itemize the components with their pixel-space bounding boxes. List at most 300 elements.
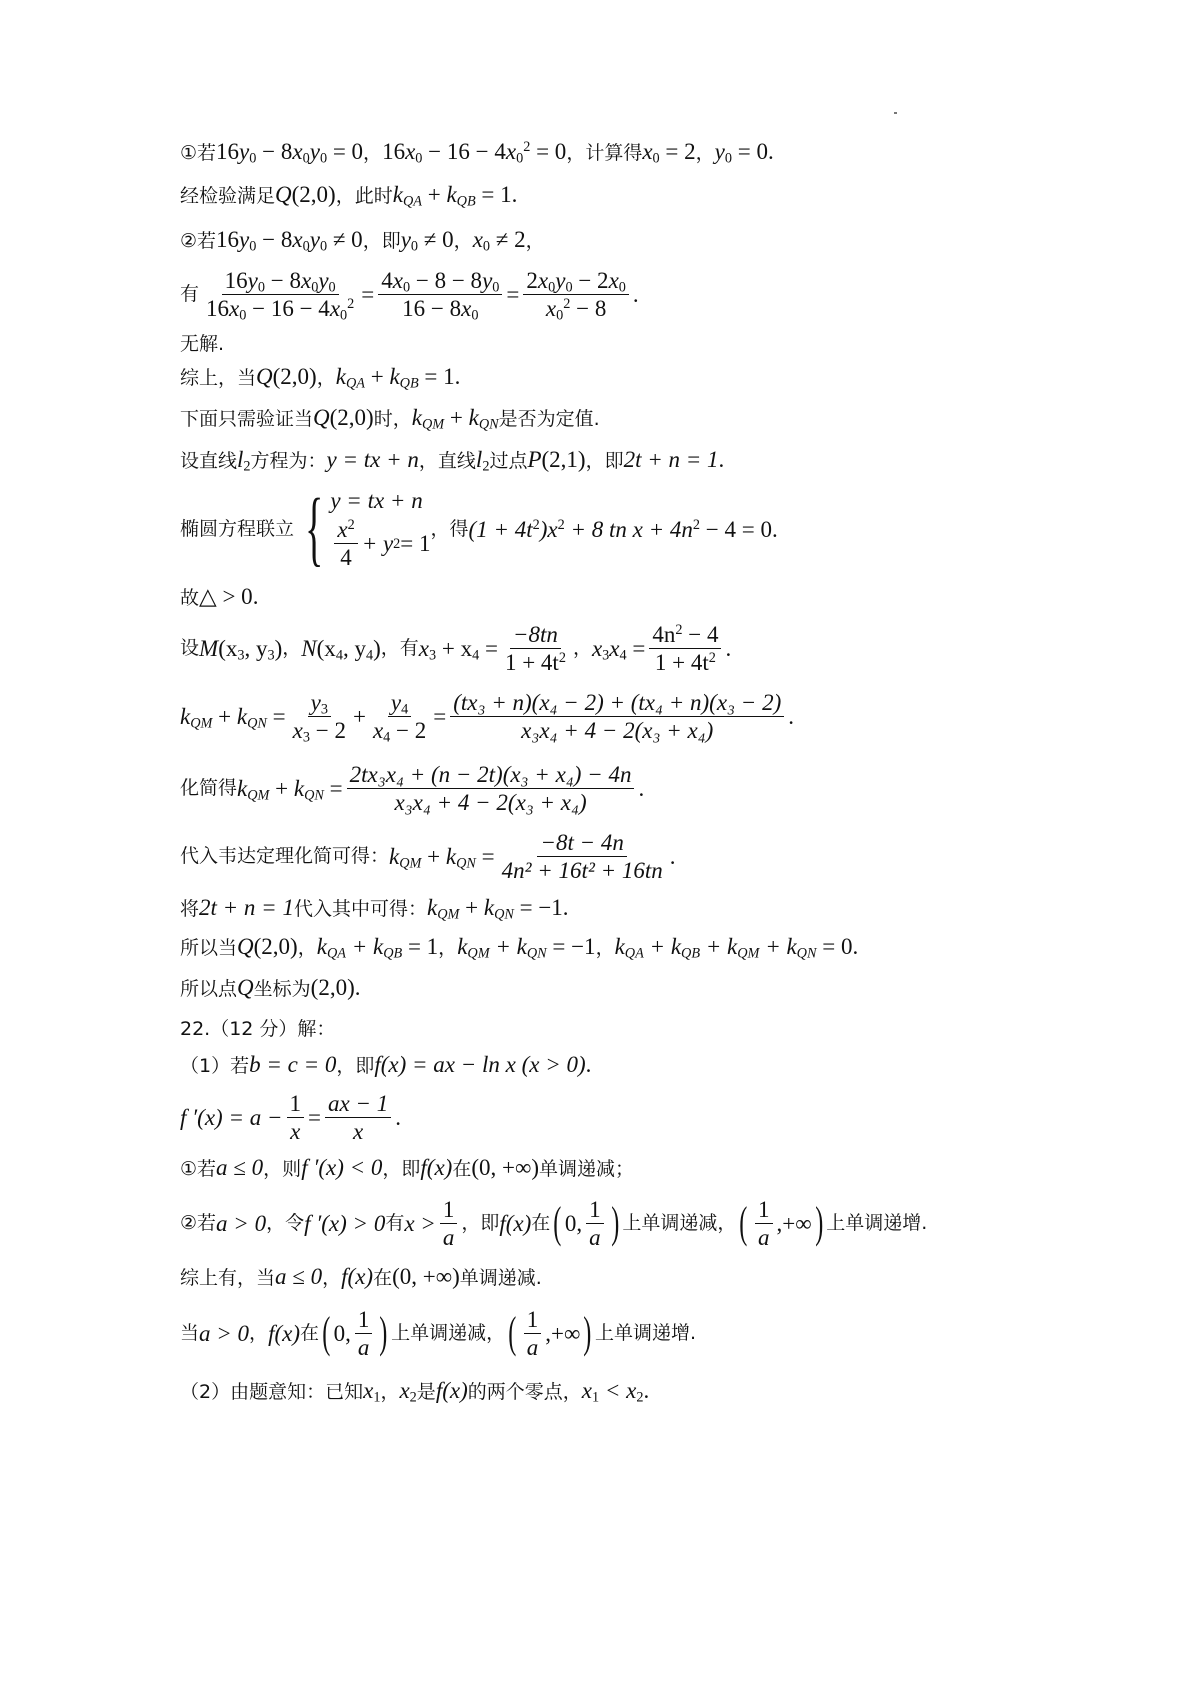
text: 上单调递增. [826,1211,928,1234]
var: x [581,1378,592,1403]
var: y [309,227,320,252]
paren-left: ( [322,1308,331,1357]
math: = 1 [400,531,431,556]
sub: 0 [415,150,423,167]
math: , y [244,635,268,661]
sub: 2 [482,458,490,475]
var: x [337,517,348,542]
text: ， [572,636,592,659]
fraction [523,267,629,324]
fraction [325,1092,391,1143]
math: . [768,139,774,164]
var: x [608,267,619,293]
sub: 0 [402,279,411,296]
math: = [626,635,646,661]
sub: QN [247,715,267,732]
text: 上单调递减， [622,1211,737,1234]
math: 16 − 8 [402,295,462,321]
sub: 0 [471,307,479,324]
line-25 [180,1376,649,1407]
var: x [505,139,517,164]
fraction [450,691,784,742]
sub: QM [467,945,490,962]
math: = −1. [513,895,569,920]
var: Q [237,934,254,959]
sup: 2 [563,295,571,312]
sub: 3 [302,729,310,746]
text: 上单调递减， [391,1321,506,1344]
math: + k [700,934,738,959]
text: ②若 [180,230,217,252]
line-4 [180,262,639,326]
text: ， [525,230,545,252]
sup: 2 [675,621,683,638]
sub: 0 [482,238,491,255]
var: k [180,703,191,729]
var: y [318,267,329,293]
text: 时， [373,408,412,430]
var: x [300,267,312,293]
var: y [247,267,258,293]
sub: QN [796,945,817,962]
line-12 [180,684,794,748]
sub: QN [526,945,547,962]
sup: 2 [347,295,355,312]
fraction [755,1198,773,1249]
var: x [290,1118,301,1144]
line-22 [180,1192,927,1254]
math: . [643,1378,650,1403]
sub: QM [247,787,270,804]
var: x [609,635,620,661]
line-20 [180,1087,401,1147]
math: ≠ 0 [418,227,454,252]
var: k [446,182,457,207]
math: = [308,1104,321,1130]
text: ②若 [180,1211,217,1234]
math: . [669,843,676,869]
fraction [203,267,357,324]
math: − 2 [390,717,427,743]
math: = [361,281,375,307]
math: x₃x₄ + 4 − 2(x₃ + x₄) [394,789,587,815]
math: (1 + 4t [468,516,533,542]
sub: 4 [335,647,343,664]
math: − 4 [682,621,719,647]
var: y [309,139,320,164]
text: 方程为： [250,450,327,472]
math: 1 [524,1308,542,1334]
math: x₃x₄ + 4 − 2(x₃ + x₄) [521,717,714,743]
text: ，即 [585,450,624,472]
var: k [316,934,327,959]
sub: 0 [302,238,310,255]
text: 单调递减. [459,1267,542,1289]
sub: 0 [565,279,573,296]
section-heading: 22.（12 分）解： [180,1018,336,1040]
var: x [229,295,240,321]
math: + y [361,531,394,556]
sub: QN [456,855,476,872]
math: a > 0 [199,1320,250,1346]
sub: 0 [410,238,419,255]
text: ，计算得 [566,142,643,164]
math: (x [218,635,238,661]
math: 1 [355,1308,373,1334]
math: )x [539,516,558,542]
math: + [269,775,294,801]
math: . [632,281,639,307]
text: 化简得 [180,776,238,799]
text: 在 [531,1211,551,1234]
math: (2,0) [329,405,374,430]
var: Q [256,364,273,389]
math: − 4 = 0 [700,516,772,542]
paren-left: ( [739,1198,748,1247]
fraction [440,1198,458,1249]
sub: 3 [267,647,275,664]
line-9 [180,483,778,575]
math: −8t − 4n [540,829,624,855]
line-24 [180,1302,696,1364]
line-18 [180,1013,335,1044]
var: a [526,1334,539,1360]
sub: 0 [724,150,733,167]
sub: QB [383,945,403,962]
brace-icon: { [305,482,324,575]
math: ≠ 0 [327,227,363,252]
var: l [475,447,483,472]
math: = 0 [816,934,853,959]
math: (2,0) [310,975,355,1000]
math: 0, [333,1320,351,1346]
var: x [292,717,303,743]
math: ax − 1 [327,1090,389,1116]
fraction [524,1308,542,1359]
var: x [545,295,557,321]
text: 椭圆方程联立 [180,517,295,540]
text: 坐标为 [253,978,311,1000]
var: l [237,447,244,472]
var: k [236,703,248,729]
var: x [472,227,483,252]
math: = 1 [402,934,439,959]
math: f ′(x) > 0 [304,1210,386,1236]
math: 16 [224,267,248,293]
math: 1 [586,1198,604,1224]
sub: QM [190,715,213,732]
text: 综上，当 [180,367,257,389]
text: 故 [180,587,200,609]
text: 是否为定值. [498,408,600,430]
sub: 0 [328,279,336,296]
text: ①若 [180,142,217,164]
line-2 [180,180,517,211]
fraction [370,689,429,746]
var: k [411,405,422,430]
text: ，即 [336,1055,375,1077]
math: = 0 [530,139,567,164]
sub: 0 [239,307,247,324]
math: . [725,635,732,661]
math: (2,0) [272,364,317,389]
math: + [444,405,469,430]
equation-system: { y = tx + n $\frac{x^2}{4}$ + y 2 = 1 [305,482,431,575]
sub: 4 [619,647,627,664]
math: 16 [216,227,240,252]
math: = 1. [418,364,461,389]
var: k [237,775,248,801]
sub: 0 [257,279,265,296]
text: 是 [416,1381,436,1403]
scan-speck [894,112,897,114]
math: a ≤ 0 [275,1264,323,1289]
math: y = tx + n [330,488,423,513]
math: 4 [381,267,393,293]
var: k [468,405,479,430]
math: (0, +∞) [471,1155,540,1180]
math: + [352,703,366,729]
math: + k [759,934,797,959]
math: f(x) [499,1210,532,1236]
var: y [239,227,250,252]
math: f ′(x) = a − [180,1104,283,1130]
var: k [392,182,403,207]
var: k [389,843,400,869]
math: . [718,447,725,472]
var: N [301,635,317,661]
text: ，此时 [335,185,393,207]
math: 1 + 4t [504,649,559,675]
sub: QB [456,193,476,210]
math: = [266,703,286,729]
sub: 0 [652,150,660,167]
var: k [614,934,625,959]
sub: QM [737,945,760,962]
math: − 8 − 8 [410,267,483,293]
text: ，令 [266,1211,305,1234]
sub: 0 [492,279,500,296]
text: ， [297,937,317,959]
math: . [395,1104,401,1130]
text: 代入韦达定理化简可得： [180,844,390,867]
text: （2）由题意知：已知 [180,1381,364,1403]
math: f(x) [435,1378,468,1403]
sub: 3 [237,647,245,664]
line-1 [180,137,774,168]
math: y = tx + n [326,447,419,472]
math: . [788,703,794,729]
text: ， [380,1381,400,1403]
sub: QA [345,375,365,392]
math: + x [436,635,473,661]
math: . [252,584,259,609]
math: 1 + 4t [654,649,709,675]
math: − 8 [570,295,607,321]
sub: 0 [340,307,348,324]
var: x [329,295,341,321]
text: ， [322,1267,342,1289]
math: − 16 − 4 [422,139,506,164]
math: (2,0) [291,182,336,207]
sub: 0 [319,150,328,167]
sub: 0 [516,150,524,167]
text: 设 [180,636,200,659]
line-8 [180,445,724,476]
paren-right: ) [814,1198,823,1247]
math: f(x) = ax − ln x (x > 0) [374,1052,586,1077]
var: x [399,1378,410,1403]
line-19 [180,1050,591,1081]
var: x [292,139,303,164]
line-23 [180,1262,542,1293]
var: Q [275,182,292,207]
fraction [499,831,666,882]
sup: 2 [708,649,716,666]
line-3 [180,225,545,256]
var: x [405,139,416,164]
var: x [461,295,472,321]
sup: 2 [692,516,701,533]
math: 16 [216,139,240,164]
text: 的两个零点， [467,1381,582,1403]
math: − 2 [572,267,609,293]
paren-right: ) [379,1308,388,1357]
fraction [378,267,502,324]
var: x [352,1118,364,1144]
sub: 0 [319,238,328,255]
var: y [482,267,493,293]
math: + k [643,934,682,959]
math: 16 [206,295,230,321]
math: ,+∞ [776,1210,812,1236]
sub: 4 [401,701,409,718]
var: a [758,1224,770,1250]
text: ， [249,1321,269,1344]
sub: 3 [428,647,437,664]
var: k [293,775,305,801]
var: Q [237,975,254,1000]
line-11 [180,617,731,679]
math: + k [345,934,384,959]
math: = [433,703,447,729]
var: x [372,717,384,743]
sub: 2 [636,1389,644,1406]
text: ，得 [430,517,469,540]
fraction [347,763,635,814]
math: 2 [526,267,538,293]
sub: QM [399,855,422,872]
sub: 2 [409,1389,417,1406]
sub: 4 [472,647,480,664]
math: ) [373,635,381,661]
sub: 3 [320,701,328,718]
math: − 16 − 4 [246,295,330,321]
var: a [442,1224,455,1250]
math: 16 [382,139,406,164]
math: 2tx₃x₄ + (n − 2t)(x₃ + x₄) − 4n [349,761,632,787]
text: 代入其中可得： [293,898,427,920]
fraction [649,623,721,674]
text: 在 [452,1158,472,1180]
sub: 0 [249,150,257,167]
math: = [506,281,520,307]
var: x [292,227,303,252]
math: . [771,516,778,542]
sub: 4 [365,647,374,664]
math: (2,1) [541,447,586,472]
text: 在 [373,1267,393,1289]
math: = [323,775,343,801]
var: Q [313,405,330,430]
fraction [355,1308,373,1359]
math: + [459,895,484,920]
math: 4 [340,545,352,570]
math: ,+∞ [545,1320,581,1346]
text: 下面只需验证当 [180,408,314,430]
math: < x [599,1378,637,1403]
text: ， [595,937,615,959]
text: 上单调递增. [595,1321,697,1344]
math: (2,0) [253,934,298,959]
sub: QB [399,375,419,392]
line-21 [180,1153,634,1184]
text: ， [695,142,715,164]
math: = [479,635,498,661]
math: b = c = 0 [249,1052,337,1077]
math: − 8 [256,227,293,252]
line-7 [180,403,600,434]
math: 4n [652,621,676,647]
math: ) [274,635,283,661]
math: f ′(x) < 0 [301,1155,383,1180]
text: ， [363,142,383,164]
sub: 1 [373,1389,381,1406]
math: 2t + n = 1 [623,447,719,472]
var: y [390,689,402,715]
sub: QM [437,906,460,923]
math: 1 [287,1092,305,1118]
sup: 2 [523,139,531,156]
math: , y [342,635,366,661]
text: 过点 [489,450,528,472]
sup: 2 [347,517,355,534]
var: k [426,895,438,920]
sub: QM [421,416,445,433]
var: k [389,364,400,389]
math: + [364,364,390,389]
sub: QA [326,945,346,962]
sub: QA [624,945,644,962]
math: (tx₃ + n)(x₄ − 2) + (tx₄ + n)(x₃ − 2) [453,689,782,715]
math: a > 0 [216,1210,267,1236]
math: △ > 0 [199,584,253,609]
math: + [421,843,446,869]
math: + [212,703,237,729]
var: k [483,895,495,920]
sub: QN [304,787,324,804]
text: ，则 [263,1158,302,1180]
math: 4n² + 16t² + 16tn [501,857,663,883]
text: 综上有，当 [180,1267,276,1289]
sub: QB [681,945,701,962]
var: a [357,1334,370,1360]
text: ，即 [382,1158,421,1180]
math: f(x) [341,1264,374,1289]
math: (x [316,635,336,661]
text: ， [438,937,458,959]
text: ，直线 [418,450,476,472]
